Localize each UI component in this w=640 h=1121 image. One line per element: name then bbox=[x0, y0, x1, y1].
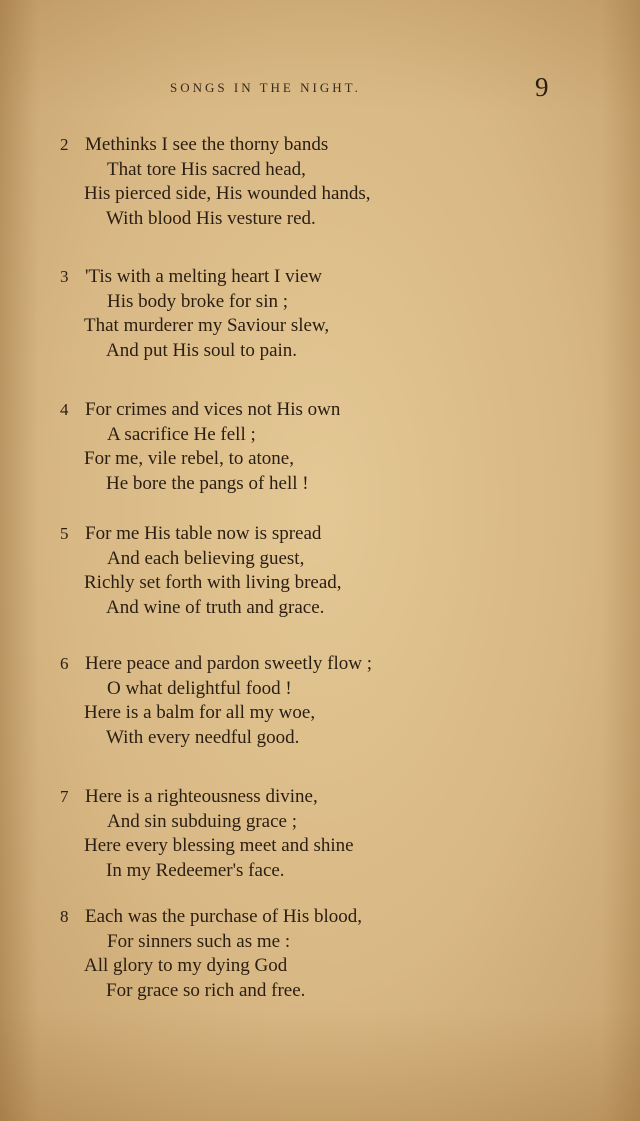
stanza-line bbox=[60, 158, 620, 183]
stanza-line bbox=[60, 339, 620, 364]
stanza-7 bbox=[60, 785, 620, 883]
running-head: SONGS IN THE NIGHT. bbox=[170, 80, 361, 95]
line-text: For sinners such as me : bbox=[107, 930, 291, 952]
stanza-line bbox=[60, 265, 620, 290]
stanza-line bbox=[60, 954, 620, 979]
line-text: And each believing guest, bbox=[107, 547, 305, 569]
line-text: His pierced side, His wounded hands, bbox=[84, 183, 371, 204]
line-text: A sacrifice He fell ; bbox=[107, 423, 256, 445]
stanza-number: 8 bbox=[60, 907, 69, 926]
page-number: 9 bbox=[535, 72, 549, 102]
stanza-line bbox=[60, 905, 620, 930]
stanza-line bbox=[60, 314, 620, 339]
page-header bbox=[0, 72, 640, 106]
line-text: Here is a righteousness divine, bbox=[85, 786, 318, 807]
stanza-2 bbox=[60, 133, 620, 231]
stanza-number: 3 bbox=[60, 267, 69, 286]
stanza-number: 4 bbox=[60, 400, 69, 419]
line-text: 'Tis with a melting heart I view bbox=[85, 266, 323, 287]
stanza-line bbox=[60, 859, 620, 884]
line-text: In my Redeemer's face. bbox=[106, 859, 285, 881]
stanza-line bbox=[60, 423, 620, 448]
line-text: For me, vile rebel, to atone, bbox=[84, 448, 294, 469]
line-text: For me His table now is spread bbox=[85, 523, 322, 544]
stanza-line bbox=[60, 810, 620, 835]
line-text: For crimes and vices not His own bbox=[85, 399, 341, 420]
stanza-line bbox=[60, 398, 620, 423]
line-text: His body broke for sin ; bbox=[107, 290, 289, 312]
stanza-line bbox=[60, 834, 620, 859]
stanza-number: 6 bbox=[60, 654, 69, 673]
stanza-line bbox=[60, 701, 620, 726]
stanza-line bbox=[60, 677, 620, 702]
stanza-6 bbox=[60, 652, 620, 750]
stanza-line bbox=[60, 596, 620, 621]
line-text: For grace so rich and free. bbox=[106, 979, 306, 1001]
line-text: That tore His sacred head, bbox=[107, 158, 306, 180]
line-text: Methinks I see the thorny bands bbox=[85, 134, 329, 155]
stanza-line bbox=[60, 979, 620, 1004]
line-text: Here peace and pardon sweetly flow ; bbox=[85, 653, 372, 674]
line-text: That murderer my Saviour slew, bbox=[84, 315, 330, 336]
line-text: With blood His vesture red. bbox=[106, 207, 316, 229]
stanza-line bbox=[60, 182, 620, 207]
line-text: He bore the pangs of hell ! bbox=[106, 472, 309, 494]
line-text: All glory to my dying God bbox=[84, 955, 288, 976]
line-text: O what delightful food ! bbox=[107, 677, 292, 699]
line-text: Here every blessing meet and shine bbox=[84, 835, 354, 856]
stanza-number: 7 bbox=[60, 787, 69, 806]
line-text: Each was the purchase of His blood, bbox=[85, 906, 363, 927]
stanza-line bbox=[60, 207, 620, 232]
stanza-line bbox=[60, 472, 620, 497]
stanza-line bbox=[60, 447, 620, 472]
line-text: And put His soul to pain. bbox=[106, 339, 298, 361]
stanza-3 bbox=[60, 265, 620, 363]
line-text: And wine of truth and grace. bbox=[106, 596, 325, 618]
line-text: And sin subduing grace ; bbox=[107, 810, 297, 832]
stanza-8 bbox=[60, 905, 620, 1003]
stanza-line bbox=[60, 726, 620, 751]
stanza-4 bbox=[60, 398, 620, 496]
stanza-number: 2 bbox=[60, 135, 69, 154]
line-text: Richly set forth with living bread, bbox=[84, 572, 342, 593]
stanza-line bbox=[60, 290, 620, 315]
stanza-line bbox=[60, 547, 620, 572]
stanza-line bbox=[60, 571, 620, 596]
stanza-line bbox=[60, 133, 620, 158]
stanza-number: 5 bbox=[60, 524, 69, 543]
line-text: Here is a balm for all my woe, bbox=[84, 702, 316, 723]
line-text: With every needful good. bbox=[106, 726, 300, 748]
stanza-line bbox=[60, 785, 620, 810]
stanza-line bbox=[60, 522, 620, 547]
stanza-line bbox=[60, 652, 620, 677]
stanza-5 bbox=[60, 522, 620, 620]
stanza-line bbox=[60, 930, 620, 955]
